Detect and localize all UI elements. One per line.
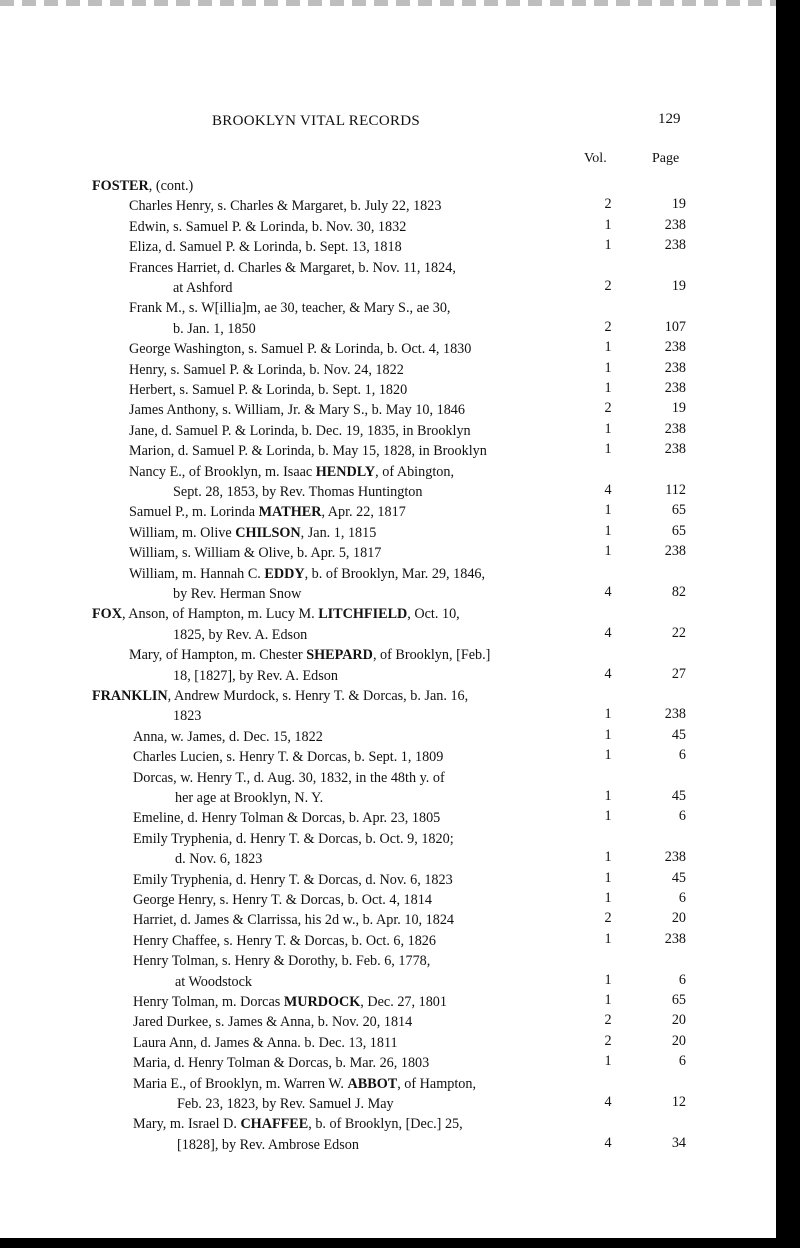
record-line [0,688,780,708]
record-line [0,606,780,626]
record-page: 19 [671,400,686,417]
record-line [0,359,780,382]
record-vol: 2 [604,196,612,213]
record-text [129,300,450,317]
record-line [0,749,780,769]
record-text [133,892,432,909]
record-fragment: , Oct. 10, [407,606,460,623]
record-text [133,1116,463,1133]
record-page: 27 [671,665,686,682]
record-line [0,647,780,667]
record-text [133,770,445,787]
record-page: 238 [664,339,686,356]
record-fragment: b. Jan. 1, 1850 [173,320,256,337]
record-line [0,930,780,953]
record-vol: 1 [604,706,612,723]
record-fragment: Emeline, d. Henry Tolman & Dorcas, b. Apr. 23, 1805 [133,810,441,827]
record-fragment: James Anthony, s. William, Jr. & Mary S., b. May 10, 1846 [129,402,465,419]
record-fragment: Frank M., s. W[illia]m, ae 30, teacher, & Mary S., ae 30, [129,300,451,317]
record-text [173,321,256,338]
record-vol: 1 [604,1053,612,1070]
record-vol: 1 [604,216,612,233]
record-text [173,484,422,501]
record-vol: 1 [604,543,612,560]
record-text [133,933,436,950]
record-fragment: , of Hampton, [397,1075,477,1092]
record-fragment: William, s. William & Olive, b. Apr. 5, 1817 [129,545,382,562]
record-vol: 1 [604,971,612,988]
record-fragment: , Dec. 27, 1801 [360,994,447,1010]
record-text [175,851,262,868]
record-line [0,484,780,504]
record-text [133,1055,429,1072]
record-fragment: Feb. 23, 1823, by Rev. Samuel J. May [177,1096,394,1112]
record-line [0,851,780,871]
record-vol: 4 [604,1094,612,1110]
record-page: 238 [664,380,686,396]
record-line [0,1134,780,1157]
record-text [133,994,447,1011]
record-line [0,280,780,300]
record-text [129,219,406,236]
record-fragment: Henry, s. Samuel P. & Lorinda, b. Nov. 24, 1822 [129,361,404,378]
record-line [0,464,780,484]
record-line [0,1116,780,1136]
surname: SHEPARD [306,647,373,664]
surname: EDDY [264,565,305,582]
record-line [0,665,780,688]
record-fragment: , b. of Brooklyn, Mar. 29, 1846, [304,565,486,582]
record-fragment: her age at Brooklyn, N. Y. [175,790,324,806]
record-line [0,420,780,443]
record-fragment: 1823 [173,708,202,725]
record-line [0,382,780,402]
record-fragment: Nancy E., of Brooklyn, m. Isaac [129,463,316,480]
record-fragment: , of Abington, [375,463,454,480]
record-page: 238 [664,441,686,458]
record-line [0,239,780,259]
record-text [129,260,456,277]
record-page: 238 [664,706,686,723]
record-text [92,178,193,195]
record-page: 238 [664,543,686,560]
record-fragment: Charles Lucien, s. Henry T. & Dorcas, b. Sept. 1, 1809 [133,749,444,766]
record-vol: 1 [604,441,612,458]
record-text [129,198,441,215]
column-header-vol: Vol. [584,151,607,166]
record-line [0,341,780,361]
surname: LITCHFIELD [318,606,408,623]
record-fragment: at Woodstock [175,973,253,990]
record-text [133,1035,398,1052]
record-text [173,708,201,725]
record-line [0,178,780,198]
record-fragment: , of Brooklyn, [Feb.] [372,647,491,664]
record-fragment: Laura Ann, d. James & Anna. b. Dec. 13, 1811 [133,1034,398,1051]
record-vol: 1 [604,420,612,437]
record-vol: 1 [604,726,612,743]
record-fragment: Samuel P., m. Lorinda [129,504,259,521]
record-page: 238 [664,359,686,376]
record-line [0,1076,780,1096]
record-text [173,627,307,644]
record-fragment: Mary, of Hampton, m. Chester [129,647,307,664]
surname: FOSTER [92,178,149,194]
record-fragment: Edwin, s. Samuel P. & Lorinda, b. Nov. 30, 1832 [129,218,407,235]
column-header-page: Page [652,151,680,166]
record-fragment: Herbert, s. Samuel P. & Lorinda, b. Sept. 1, 1820 [129,382,408,398]
record-fragment: 18, [1827], by Rev. A. Edson [173,667,338,684]
record-fragment: William, m. Hannah C. [129,565,265,582]
surname: MURDOCK [283,994,361,1010]
record-vol: 2 [604,400,612,417]
record-vol: 1 [604,339,612,356]
record-fragment: 1825, by Rev. A. Edson [173,626,308,643]
record-fragment: Jared Durkee, s. James & Anna, b. Nov. 20, 1814 [133,1014,413,1031]
record-line [0,402,780,422]
record-line [0,300,780,320]
record-vol: 4 [604,482,612,498]
record-fragment: Maria E., of Brooklyn, m. Warren W. [133,1075,348,1092]
record-vol: 2 [604,1032,612,1049]
record-text [133,729,323,746]
record-page: 238 [664,420,686,437]
record-line [0,790,780,810]
record-text [129,443,487,460]
record-page: 6 [678,747,686,764]
record-fragment: Marion, d. Samuel P. & Lorinda, b. May 15, 1828, in Brooklyn [129,443,487,460]
record-vol: 1 [604,869,612,886]
record-vol: 1 [604,930,612,947]
surname: FOX [92,606,122,623]
record-vol: 1 [604,502,612,519]
record-page: 6 [678,1053,686,1070]
record-line [0,1096,780,1116]
record-line [0,831,780,851]
record-page: 238 [664,237,686,254]
record-page: 19 [671,278,686,294]
record-fragment: Jane, d. Samuel P. & Lorinda, b. Dec. 19, 1835, in Brooklyn [129,422,471,439]
record-page: 112 [665,482,686,498]
record-text [129,239,402,256]
record-vol: 2 [604,910,612,927]
record-vol: 4 [604,1134,612,1151]
record-text [175,790,323,807]
record-fragment: Henry Tolman, s. Henry & Dorothy, b. Feb. 6, 1778, [133,953,431,970]
record-text [175,974,252,991]
record-text [129,545,381,562]
record-vol: 1 [604,890,612,906]
record-line [0,198,780,218]
record-line [0,318,780,341]
record-fragment: Emily Tryphenia, d. Henry T. & Dorcas, b. Oct. 9, 1820; [133,830,454,847]
record-text [129,464,454,481]
record-fragment: Mary, m. Israel D. [133,1116,241,1133]
record-fragment: [1828], by Rev. Ambrose Edson [177,1136,359,1153]
record-page: 238 [664,849,686,866]
record-fragment: George Henry, s. Henry T. & Dorcas, b. Oct. 4, 1814 [133,892,432,908]
record-text [173,586,301,603]
record-fragment: Sept. 28, 1853, by Rev. Thomas Huntington [173,484,423,500]
record-text [129,423,471,440]
record-fragment: Emily Tryphenia, d. Henry T. & Dorcas, d. Nov. 6, 1823 [133,871,453,888]
record-line [0,770,780,790]
record-line [0,566,780,586]
record-line [0,216,780,239]
record-line [0,1032,780,1055]
record-text [133,810,440,827]
record-page: 65 [671,502,686,519]
record-page: 45 [671,726,686,743]
record-text [177,1096,394,1113]
record-vol: 1 [604,359,612,376]
record-vol: 1 [604,808,612,825]
record-fragment: George Washington, s. Samuel P. & Lorinda, b. Oct. 4, 1830 [129,341,472,358]
record-line [0,971,780,994]
record-text [129,647,490,664]
record-vol: 2 [604,318,612,335]
record-page: 6 [678,971,686,988]
record-fragment: Harriet, d. James & Clarrissa, his 2d w., b. Apr. 10, 1824 [133,912,455,929]
record-text [133,831,454,848]
surname: FRANKLIN [92,688,168,704]
record-line [0,726,780,749]
record-page: 6 [678,890,686,906]
record-line [0,912,780,932]
record-vol: 4 [604,624,612,641]
page-title: BROOKLYN VITAL RECORDS [212,113,421,129]
record-line [0,1014,780,1034]
record-fragment: , Apr. 22, 1817 [321,504,406,521]
record-vol: 2 [604,278,612,294]
scan-edge-top [0,0,800,6]
record-fragment: Anna, w. James, d. Dec. 15, 1822 [133,728,323,745]
record-text [173,280,233,297]
record-fragment: William, m. Olive [129,524,236,541]
record-text [129,341,471,358]
record-text [133,872,453,889]
record-line [0,708,780,728]
record-text [129,566,485,583]
record-line [0,994,780,1014]
record-fragment: Henry Chaffee, s. Henry T. & Dorcas, b. Oct. 6, 1826 [133,932,436,949]
record-line [0,522,780,545]
record-text [133,1014,412,1031]
record-fragment: Charles Henry, s. Charles & Margaret, b. July 22, 1823 [129,198,442,215]
record-text [133,953,430,970]
record-vol: 4 [604,584,612,600]
record-text [92,606,460,623]
record-text [133,1076,476,1093]
record-vol: 1 [604,380,612,396]
record-fragment: by Rev. Herman Snow [173,586,302,602]
record-text [133,912,454,929]
scan-edge-bottom [0,1238,800,1248]
record-vol: 1 [604,849,612,866]
record-line [0,892,780,912]
record-line [0,810,780,830]
record-page: 20 [671,1012,686,1029]
record-vol: 4 [604,665,612,682]
record-text [129,382,407,399]
record-page: 65 [671,992,686,1008]
record-text [129,402,465,419]
record-page: 65 [671,522,686,539]
record-fragment: Henry Tolman, m. Dorcas [133,994,284,1010]
record-vol: 1 [604,992,612,1008]
record-vol: 1 [604,747,612,764]
record-text [129,362,404,379]
record-line [0,586,780,606]
surname: CHAFFEE [240,1116,309,1133]
record-fragment: Dorcas, w. Henry T., d. Aug. 30, 1832, in the 48th y. of [133,769,445,786]
page-number: 129 [658,111,681,127]
record-page: 12 [671,1094,686,1110]
record-page: 238 [664,216,686,233]
record-fragment: d. Nov. 6, 1823 [175,851,263,868]
record-page: 82 [671,584,686,600]
record-page: 107 [664,318,686,335]
record-page: 20 [671,910,686,927]
record-page: 238 [664,930,686,947]
record-page: 45 [671,788,686,804]
record-fragment: at Ashford [173,280,233,296]
record-fragment: Eliza, d. Samuel P. & Lorinda, b. Sept. 13, 1818 [129,239,402,256]
record-fragment: , b. of Brooklyn, [Dec.] 25, [308,1116,463,1133]
record-text [129,504,406,521]
record-fragment: , Andrew Murdock, s. Henry T. & Dorcas, b. Jan. 16, [167,688,469,704]
record-line [0,260,780,280]
record-text [92,688,468,705]
record-page: 19 [671,196,686,213]
record-text [173,668,338,685]
record-page: 6 [678,808,686,825]
record-vol: 2 [604,1012,612,1029]
record-fragment: , (cont.) [148,178,194,194]
record-fragment: Maria, d. Henry Tolman & Dorcas, b. Mar. 26, 1803 [133,1055,430,1072]
record-vol: 1 [604,237,612,254]
record-line [0,504,780,524]
record-text [177,1137,359,1154]
record-vol: 1 [604,788,612,804]
record-fragment: , Jan. 1, 1815 [300,524,377,541]
record-fragment: Frances Harriet, d. Charles & Margaret, b. Nov. 11, 1824, [129,259,456,276]
record-page: 20 [671,1032,686,1049]
record-line [0,953,780,973]
record-line [0,624,780,647]
surname: CHILSON [235,524,301,541]
surname: HENDLY [315,463,376,480]
record-text [133,749,443,766]
record-page: 45 [671,869,686,886]
surname: ABBOT [347,1075,398,1092]
record-text [129,525,376,542]
surname: MATHER [258,504,322,521]
record-vol: 1 [604,522,612,539]
record-fragment: , Anson, of Hampton, m. Lucy M. [121,606,319,623]
record-line [0,443,780,463]
record-page: 34 [671,1134,686,1151]
record-line [0,869,780,892]
record-line [0,1055,780,1075]
record-page: 22 [671,624,686,641]
record-line [0,545,780,565]
